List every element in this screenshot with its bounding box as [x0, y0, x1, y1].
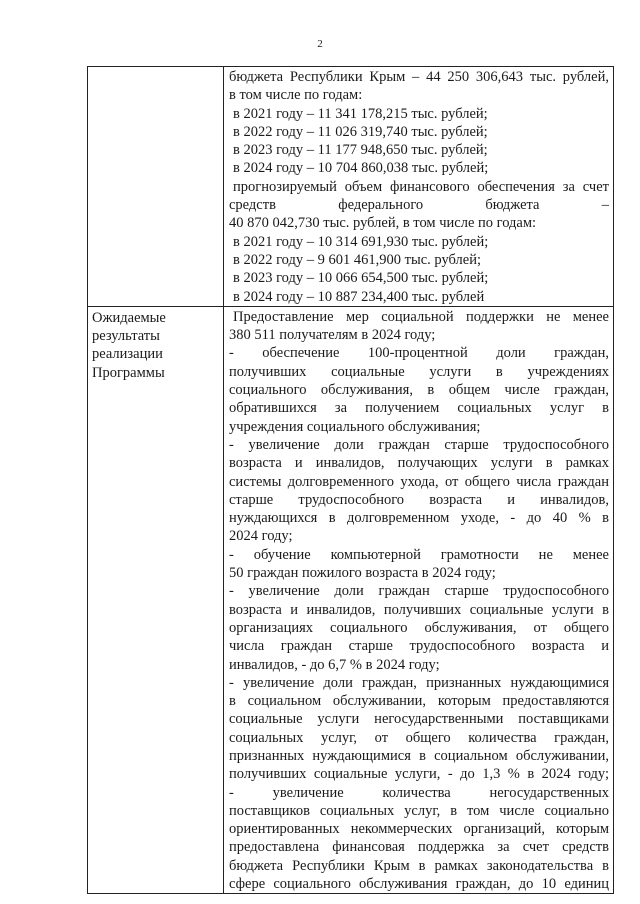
results-label-line: реализации — [92, 346, 163, 363]
results-text-line: числа граждан старше трудоспособного возраста и — [229, 638, 609, 655]
funding-text-cell — [224, 67, 614, 307]
results-label-line: результаты — [92, 328, 160, 345]
results-text-line: возраста и инвалидов, получающих услуги в рамках — [229, 455, 609, 472]
results-text-line: - обеспечение 100-процентной доли граждан, — [229, 345, 609, 362]
results-text-line: бюджета Республики Крым в рамках законодательства в — [229, 857, 609, 874]
results-text-cell — [224, 306, 614, 894]
results-text-line: организациях социального обслуживания, от общего — [229, 619, 609, 636]
results-text-line: социального обслуживания, в общем числе граждан, — [229, 382, 609, 399]
results-text-line: признанных нуждающимися в социальном обслуживании, — [229, 747, 609, 764]
results-text-line: системы долговременного ухода, от общего числа граждан — [229, 473, 609, 490]
funding-text-line: средств федерального бюджета – — [229, 197, 609, 214]
results-text-line: сфере социального обслуживания граждан, до 10 единиц — [229, 876, 609, 893]
funding-text-line: в 2024 году – 10 887 234,400 тыс. рублей — [233, 288, 485, 305]
results-text-line: учреждения социального обслуживания; — [229, 418, 481, 435]
funding-row — [88, 67, 614, 307]
funding-text-line: в 2023 году – 11 177 948,650 тыс. рублей; — [233, 142, 488, 159]
results-text-line: старше трудоспособного возраста и инвалидов, — [229, 491, 609, 508]
results-text-line: нуждающихся в долговременном уходе, - до 40 % в — [229, 510, 609, 527]
results-text-line: 2024 году; — [229, 528, 293, 545]
results-text-line: инвалидов, - до 6,7 % в 2024 году; — [229, 656, 440, 673]
results-text-line: поставщиков социальных услуг, в том числе социально — [229, 802, 609, 819]
results-text — [224, 307, 613, 894]
funding-label-cell — [88, 67, 224, 307]
results-text-line: предоставлена финансовая поддержка за счет средств — [229, 839, 609, 856]
results-text-line: в социальном обслуживании, которым предоставляются — [229, 693, 609, 710]
results-text-line: возраста и инвалидов, получивших социальные услуги в — [229, 601, 609, 618]
results-text-line: Предоставление мер социальной поддержки не менее — [233, 308, 609, 325]
funding-text-line: в 2022 году – 9 601 461,900 тыс. рублей; — [233, 251, 482, 268]
results-label-line: Программы — [92, 364, 165, 381]
results-text-line: получивших социальные услуги в учреждениях — [229, 363, 609, 380]
results-text-line: 380 511 получателям в 2024 году; — [229, 327, 436, 344]
results-text-line: социальные услуги негосударственными поставщиками — [229, 711, 609, 728]
funding-text-line: в 2021 году – 11 341 178,215 тыс. рублей; — [233, 105, 488, 122]
page-number: 2 — [317, 38, 323, 50]
results-text-line: социальных услуг, от общего количества граждан, — [229, 729, 609, 746]
funding-text — [224, 67, 613, 306]
results-text-line: - увеличение доли граждан старше трудоспособного — [229, 583, 609, 600]
funding-text-line: в том числе по годам: — [229, 87, 363, 104]
results-text-line: ориентированных некоммерческих организаций, которым — [229, 821, 609, 838]
funding-text-line: в 2022 году – 11 026 319,740 тыс. рублей; — [233, 123, 488, 140]
results-label — [88, 307, 223, 382]
results-label-cell — [88, 306, 224, 894]
funding-text-line: в 2024 году – 10 704 860,038 тыс. рублей; — [233, 160, 489, 177]
funding-text-line: 40 870 042,730 тыс. рублей, в том числе по годам: — [229, 215, 537, 232]
results-text-line: - увеличение доли граждан, признанных нуждающимися — [229, 674, 609, 691]
funding-text-line: в 2023 году – 10 066 654,500 тыс. рублей; — [233, 270, 489, 287]
funding-text-line: бюджета Республики Крым – 44 250 306,643 тыс. рублей, — [229, 69, 609, 85]
funding-text-line: в 2021 году – 10 314 691,930 тыс. рублей; — [233, 233, 489, 250]
program-passport-table — [87, 66, 614, 894]
results-text-line: - обучение компьютерной грамотности не менее — [229, 546, 609, 563]
funding-text-line: прогнозируемый объем финансового обеспечения за счет — [233, 178, 609, 195]
results-text-line: получивших социальные услуги, - до 1,3 % в 2024 году; — [229, 766, 609, 783]
results-row — [88, 306, 614, 894]
results-text-line: - увеличение количества негосударственных — [229, 784, 609, 801]
results-label-line: Ожидаемые — [92, 309, 166, 326]
results-text-line: 50 граждан пожилого возраста в 2024 году; — [229, 565, 496, 582]
results-text-line: - увеличение доли граждан старше трудоспособного — [229, 436, 609, 453]
results-text-line: обратившихся за получением социальных услуг в — [229, 400, 609, 417]
